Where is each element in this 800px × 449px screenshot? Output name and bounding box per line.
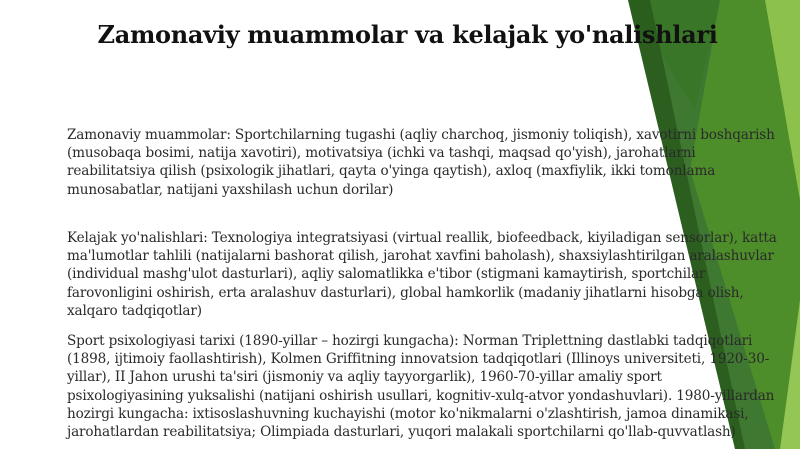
paragraph-history: Sport psixologiyasi tarixi (1890-yillar – hozirgi kungacha): Norman Triplettning dastlabki tadqiqotlari (1898, ijtimoiy faollashtirish), Kolmen Griffitning innovatsion tadqiqotlari (Illinoys universiteti, 1920-30-yillar), II Jahon urushi ta'siri (jismoniy va aqliy tayyorgarlik), 1960-70-yillar amaliy sport psixologiyasining yuksalishi (natijani oshirish usullari, kognitiv-xulq-atvor yondashuvlari). 1980-yillardan hozirgi kungacha: ixtisoslashuvning kuchayishi (motor ko'nikmalarni o'zlashtirish, jamoa dinamikasi, jarohatlardan reabilitatsiya; Olimpiada dasturlari, yuqori malakali sportchilarni qo'llab-quvvatlash) [67,333,775,441]
paragraph-future-directions: Kelajak yo'nalishlari: Texnologiya integratsiyasi (virtual reallik, biofeedback, kiyiladigan sensorlar), katta ma'lumotlar tahlili (natijalarni bashorat qilish, jarohat xavfini baholash), shaxsiylashtirilgan aralashuvlar (individual mashg'ulot dasturlari), aqliy salomatlikka e'tibor (stigmani kamaytirish, sportchilar farovonligini oshirish, erta aralashuv dasturlari), global hamkorlik (madaniy jihatlarni hisobga olish, xalqaro tadqiqotlar) [67,230,777,319]
paragraph-modern-problems: Zamonaviy muammolar: Sportchilarning tugashi (aqliy charchoq, jismoniy toliqish), xavotirni boshqarish (musobaqa bosimi, natija xavotiri), motivatsiya (ichki va tashqi, maqsad qo'yish), jarohatlarni reabilitatsiya qilish (psixologik jihatlari, qayta o'yinga qaytish), axloq (maxfiylik, ikki tomonlama munosabatlar, natijani yaxshilash uchun dorilar) [67,127,775,198]
slide-title: Zamonaviy muammolar va kelajak yo'nalishlari [97,20,718,49]
